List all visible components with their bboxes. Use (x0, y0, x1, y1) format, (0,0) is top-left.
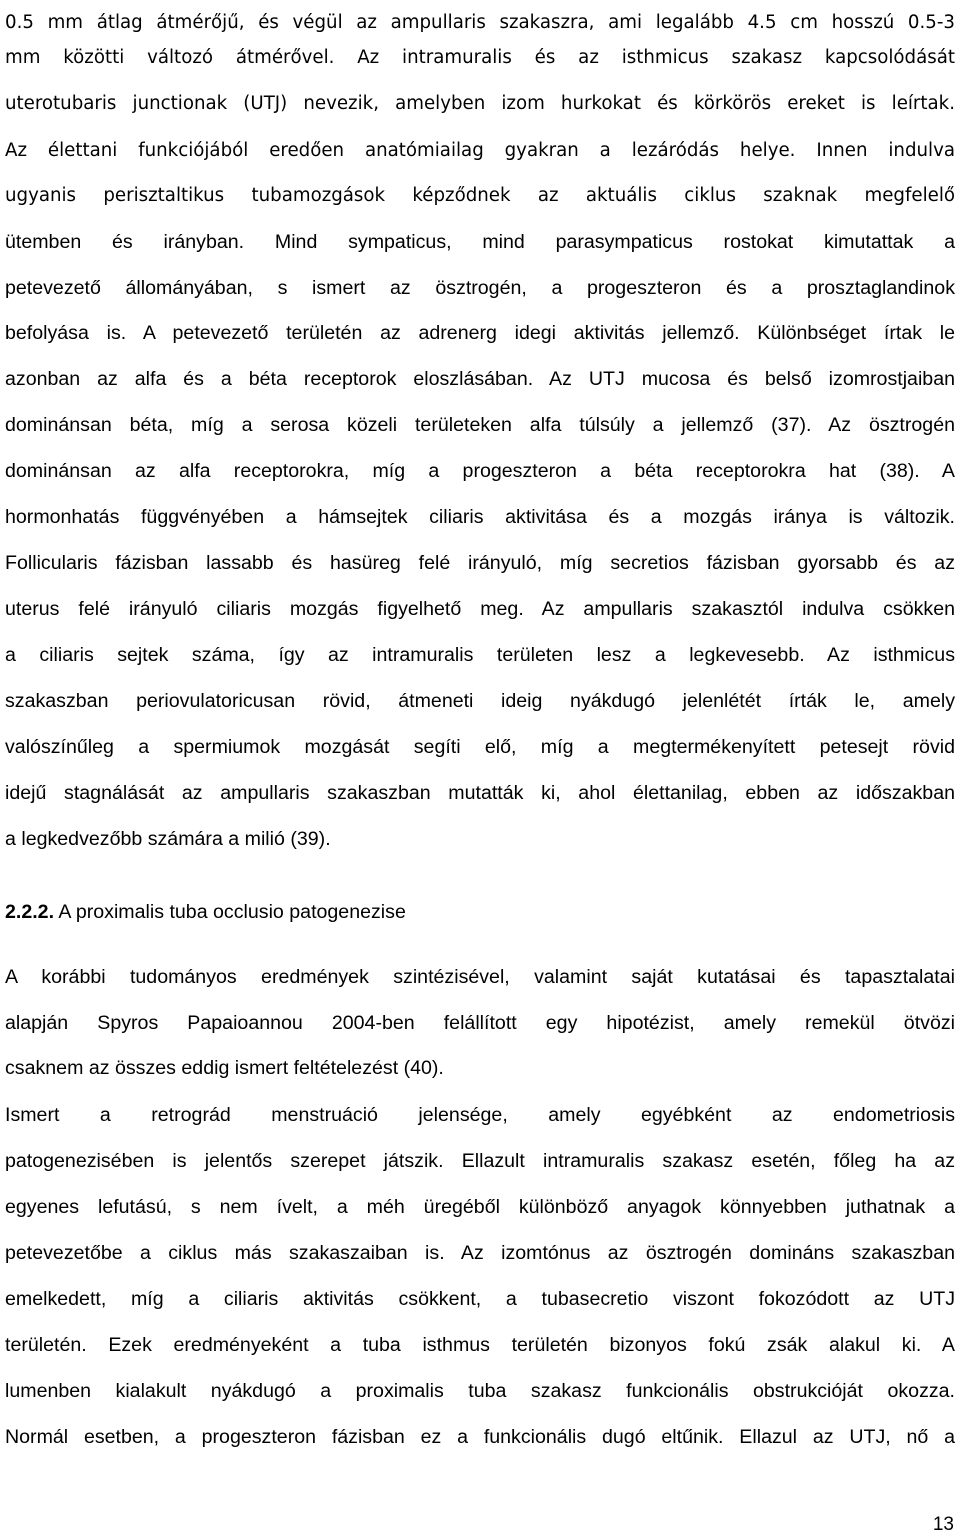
page-number: 13 (932, 1514, 954, 1535)
text-line: idejű stagnálását az ampullaris szakaszban mutatták ki, ahol élettanilag, ebben az időszakban (5, 782, 955, 804)
text-line: hormonhatás függvényében a hámsejtek ciliaris aktivitása és a mozgás iránya is változik. (5, 506, 955, 528)
text-line: petevezető állományában, s ismert az ösztrogén, a progeszteron és a prosztaglandinok (5, 277, 955, 299)
text-line-mixed (5, 135, 955, 165)
text-line: befolyása is. A petevezető területén az adrenerg idegi aktivitás jellemző. Különbséget írtak le (5, 322, 955, 344)
text-line: azonban az alfa és a béta receptorok eloszlásában. Az UTJ mucosa és belső izomrostjaiban (5, 368, 955, 390)
text-line: szakaszban periovulatoricusan rövid, átmeneti ideig nyákdugó jelenlétét írták le, amely (5, 690, 955, 712)
text-line: mm közötti változó átmérővel. Az intramuralis és az isthmicus szakasz kapcsolódását (5, 47, 955, 68)
text-line: egyenes lefutású, s nem ívelt, a méh üregéből különböző anyagok könnyebben juthatnak a (5, 1196, 955, 1218)
text-line: alapján Spyros Papaioannou 2004-ben felállított egy hipotézist, amely remekül ötvözi (5, 1012, 955, 1034)
text-line: valószínűleg a spermiumok mozgását segíti elő, míg a megtermékenyített petesejt rövid (5, 736, 955, 758)
text-line: a ciliaris sejtek száma, így az intramuralis területen lesz a legkevesebb. Az isthmicus (5, 644, 955, 666)
text-line: a legkedvezőbb számára a milió (39). (5, 828, 331, 850)
text-segment: Innen indulva (795, 140, 955, 161)
text-line: uterus felé irányuló ciliaris mozgás figyelhető meg. Az ampullaris szakasztól indulva csökken (5, 598, 955, 620)
text-line: Ismert a retrográd menstruáció jelensége, amely egyébként az endometriosis (5, 1104, 955, 1126)
text-line: Follicularis fázisban lassabb és hasüreg felé irányuló, míg secretios fázisban gyorsabb és az (5, 552, 955, 574)
text-line: csaknem az összes eddig ismert feltételezést (40). (5, 1057, 444, 1079)
text-line: A korábbi tudományos eredmények szintézisével, valamint saját kutatásai és tapasztalatai (5, 966, 955, 988)
text-line: ütemben és irányban. Mind sympaticus, mind parasympaticus rostokat kimutattak a (5, 231, 955, 253)
section-heading (5, 897, 955, 927)
text-line: dominánsan az alfa receptorokra, míg a progeszteron a béta receptorokra hat (38). A (5, 460, 955, 482)
section-number: 2.2.2. (5, 901, 55, 923)
text-line: Normál esetben, a progeszteron fázisban ez a funkcionális dugó eltűnik. Ellazul az UTJ, nő a (5, 1426, 955, 1448)
text-segment: Az élettani funkciójából eredően anatómiailag gyakran a lezáródás helye. (5, 140, 796, 161)
text-line: területén. Ezek eredményeként a tuba isthmus területén bizonyos fokú zsák alakul ki. A (5, 1334, 955, 1356)
text-line: ugyanis perisztaltikus tubamozgások képződnek az aktuális ciklus szaknak megfelelő (5, 185, 955, 206)
text-line: patogenezisében is jelentős szerepet játszik. Ellazult intramuralis szakasz esetén, főleg ha az (5, 1150, 955, 1172)
section-title: A proximalis tuba occlusio patogenezise (54, 901, 406, 923)
text-line: 0.5 mm átlag átmérőjű, és végül az ampullaris szakaszra, ami legalább 4.5 cm hosszú 0.5-3 (5, 12, 955, 33)
text-line: dominánsan béta, míg a serosa közeli területeken alfa túlsúly a jellemző (37). Az ösztrogén (5, 414, 955, 436)
text-line: lumenben kialakult nyákdugó a proximalis tuba szakasz funkcionális obstrukcióját okozza. (5, 1380, 955, 1402)
text-line: petevezetőbe a ciklus más szakaszaiban is. Az izomtónus az ösztrogén domináns szakaszban (5, 1242, 955, 1264)
text-line: emelkedett, míg a ciliaris aktivitás csökkent, a tubasecretio viszont fokozódott az UTJ (5, 1288, 955, 1310)
text-line: uterotubaris junctionak (UTJ) nevezik, amelyben izom hurkokat és körkörös ereket is leírtak. (5, 93, 955, 114)
